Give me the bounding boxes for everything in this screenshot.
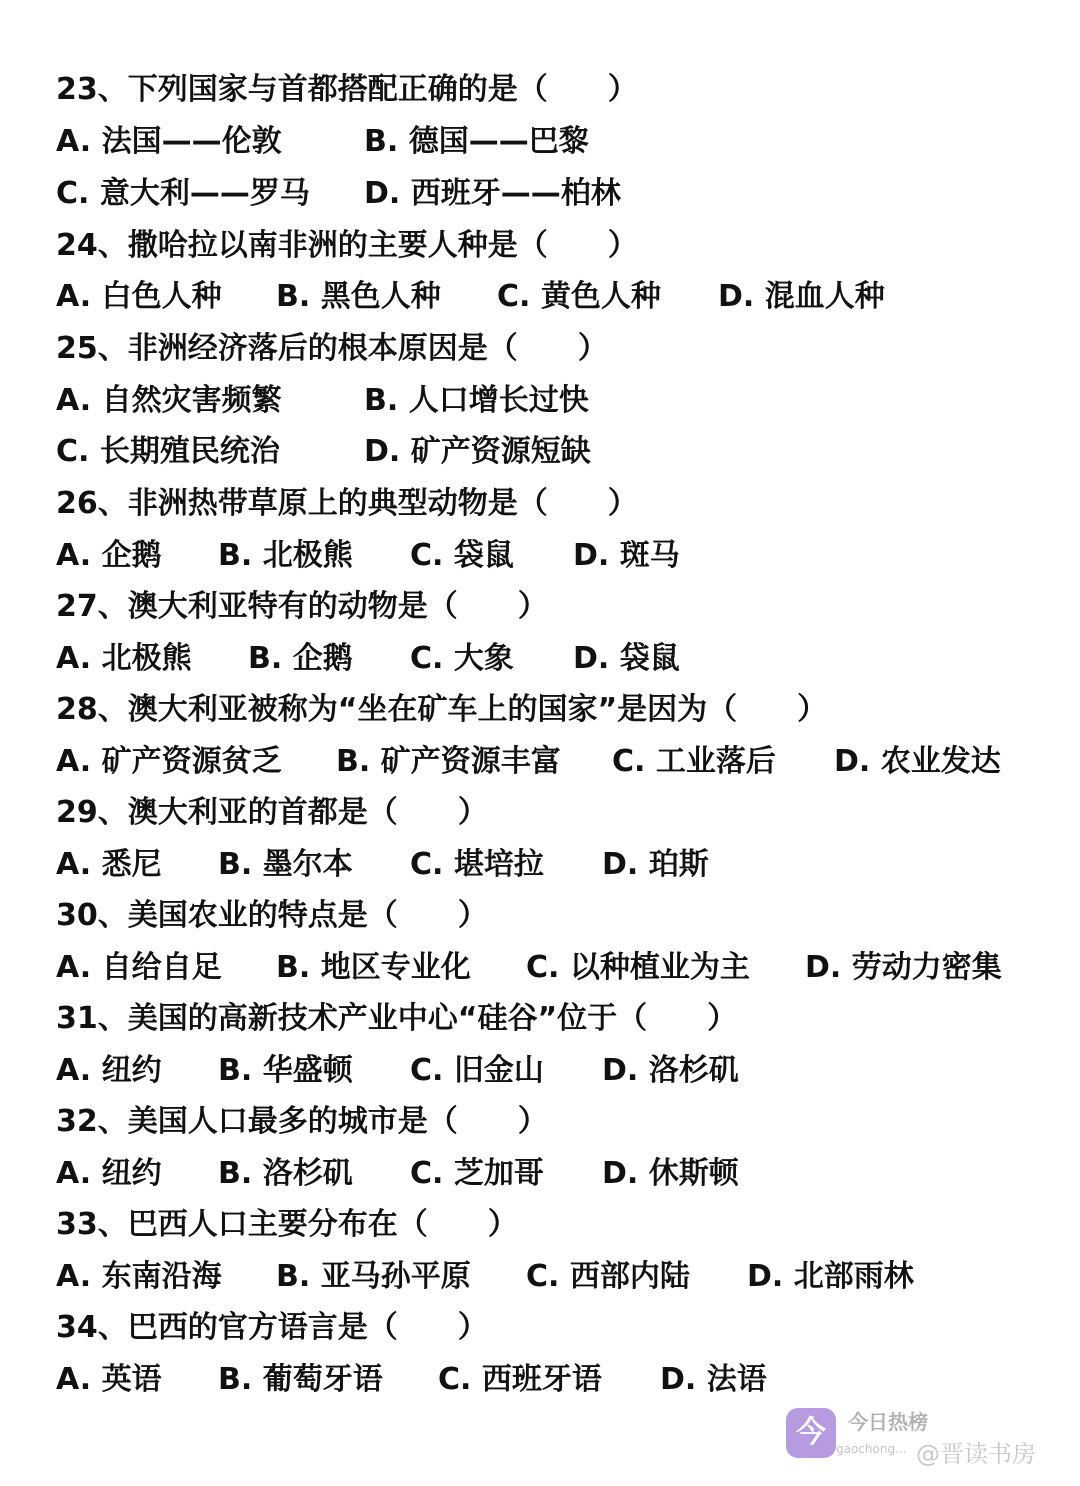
toutiao-logo-icon: 今 <box>786 1408 836 1458</box>
question-33: 33、巴西人口主要分布在（ ） <box>56 1207 518 1242</box>
option-30-b: B. 地区专业化 <box>276 950 471 985</box>
option-24-b: B. 黑色人种 <box>276 279 441 314</box>
option-25-b: B. 人口增长过快 <box>364 383 589 418</box>
question-32: 32、美国人口最多的城市是（ ） <box>56 1104 548 1139</box>
option-28-c: C. 工业落后 <box>612 744 776 779</box>
option-30-c: C. 以种植业为主 <box>526 950 750 985</box>
option-29-b: B. 墨尔本 <box>218 847 353 882</box>
option-31-a: A. 纽约 <box>56 1053 162 1088</box>
watermark-brand: 今日热榜 <box>848 1410 928 1434</box>
watermark-url: gaochong... <box>836 1442 907 1456</box>
option-24-d: D. 混血人种 <box>718 279 885 314</box>
option-26-a: A. 企鹅 <box>56 538 162 573</box>
option-28-b: B. 矿产资源丰富 <box>336 744 561 779</box>
option-23-b: B. 德国——巴黎 <box>364 124 589 159</box>
question-34: 34、巴西的官方语言是（ ） <box>56 1310 488 1345</box>
option-27-a: A. 北极熊 <box>56 641 192 676</box>
option-30-a: A. 自给自足 <box>56 950 222 985</box>
option-34-a: A. 英语 <box>56 1362 162 1397</box>
watermark <box>776 1400 1056 1470</box>
option-33-a: A. 东南沿海 <box>56 1259 222 1294</box>
option-30-d: D. 劳动力密集 <box>805 950 1002 985</box>
option-32-c: C. 芝加哥 <box>410 1156 544 1191</box>
question-25: 25、非洲经济落后的根本原因是（ ） <box>56 331 608 366</box>
option-29-a: A. 悉尼 <box>56 847 162 882</box>
question-29: 29、澳大利亚的首都是（ ） <box>56 795 488 830</box>
option-25-a: A. 自然灾害频繁 <box>56 383 282 418</box>
question-27: 27、澳大利亚特有的动物是（ ） <box>56 589 548 624</box>
option-27-d: D. 袋鼠 <box>573 641 680 676</box>
option-32-b: B. 洛杉矶 <box>218 1156 353 1191</box>
option-32-d: D. 休斯顿 <box>602 1156 739 1191</box>
question-24: 24、撒哈拉以南非洲的主要人种是（ ） <box>56 228 638 263</box>
question-26: 26、非洲热带草原上的典型动物是（ ） <box>56 486 638 521</box>
option-25-c: C. 长期殖民统治 <box>56 434 280 469</box>
option-34-b: B. 葡萄牙语 <box>218 1362 383 1397</box>
option-33-c: C. 西部内陆 <box>526 1259 690 1294</box>
option-26-d: D. 斑马 <box>573 538 680 573</box>
option-25-d: D. 矿产资源短缺 <box>364 434 591 469</box>
watermark-account: @晋读书房 <box>916 1440 1036 1468</box>
option-33-d: D. 北部雨林 <box>747 1259 914 1294</box>
question-30: 30、美国农业的特点是（ ） <box>56 898 488 933</box>
option-31-c: C. 旧金山 <box>410 1053 544 1088</box>
option-31-b: B. 华盛顿 <box>218 1053 353 1088</box>
option-24-c: C. 黄色人种 <box>497 279 661 314</box>
question-31: 31、美国的高新技术产业中心“硅谷”位于（ ） <box>56 1001 738 1036</box>
question-23: 23、下列国家与首都搭配正确的是（ ） <box>56 72 638 107</box>
option-27-b: B. 企鹅 <box>248 641 353 676</box>
option-34-d: D. 法语 <box>660 1362 767 1397</box>
option-23-d: D. 西班牙——柏林 <box>364 176 621 211</box>
option-29-c: C. 堪培拉 <box>410 847 544 882</box>
option-28-a: A. 矿产资源贫乏 <box>56 744 282 779</box>
option-23-c: C. 意大利——罗马 <box>56 176 310 211</box>
option-31-d: D. 洛杉矶 <box>602 1053 739 1088</box>
option-29-d: D. 珀斯 <box>602 847 709 882</box>
option-27-c: C. 大象 <box>410 641 514 676</box>
option-26-b: B. 北极熊 <box>218 538 353 573</box>
option-28-d: D. 农业发达 <box>834 744 1001 779</box>
option-34-c: C. 西班牙语 <box>438 1362 602 1397</box>
option-23-a: A. 法国——伦敦 <box>56 124 282 159</box>
option-32-a: A. 纽约 <box>56 1156 162 1191</box>
option-24-a: A. 白色人种 <box>56 279 222 314</box>
option-26-c: C. 袋鼠 <box>410 538 514 573</box>
option-33-b: B. 亚马孙平原 <box>276 1259 471 1294</box>
question-28: 28、澳大利亚被称为“坐在矿车上的国家”是因为（ ） <box>56 692 828 727</box>
